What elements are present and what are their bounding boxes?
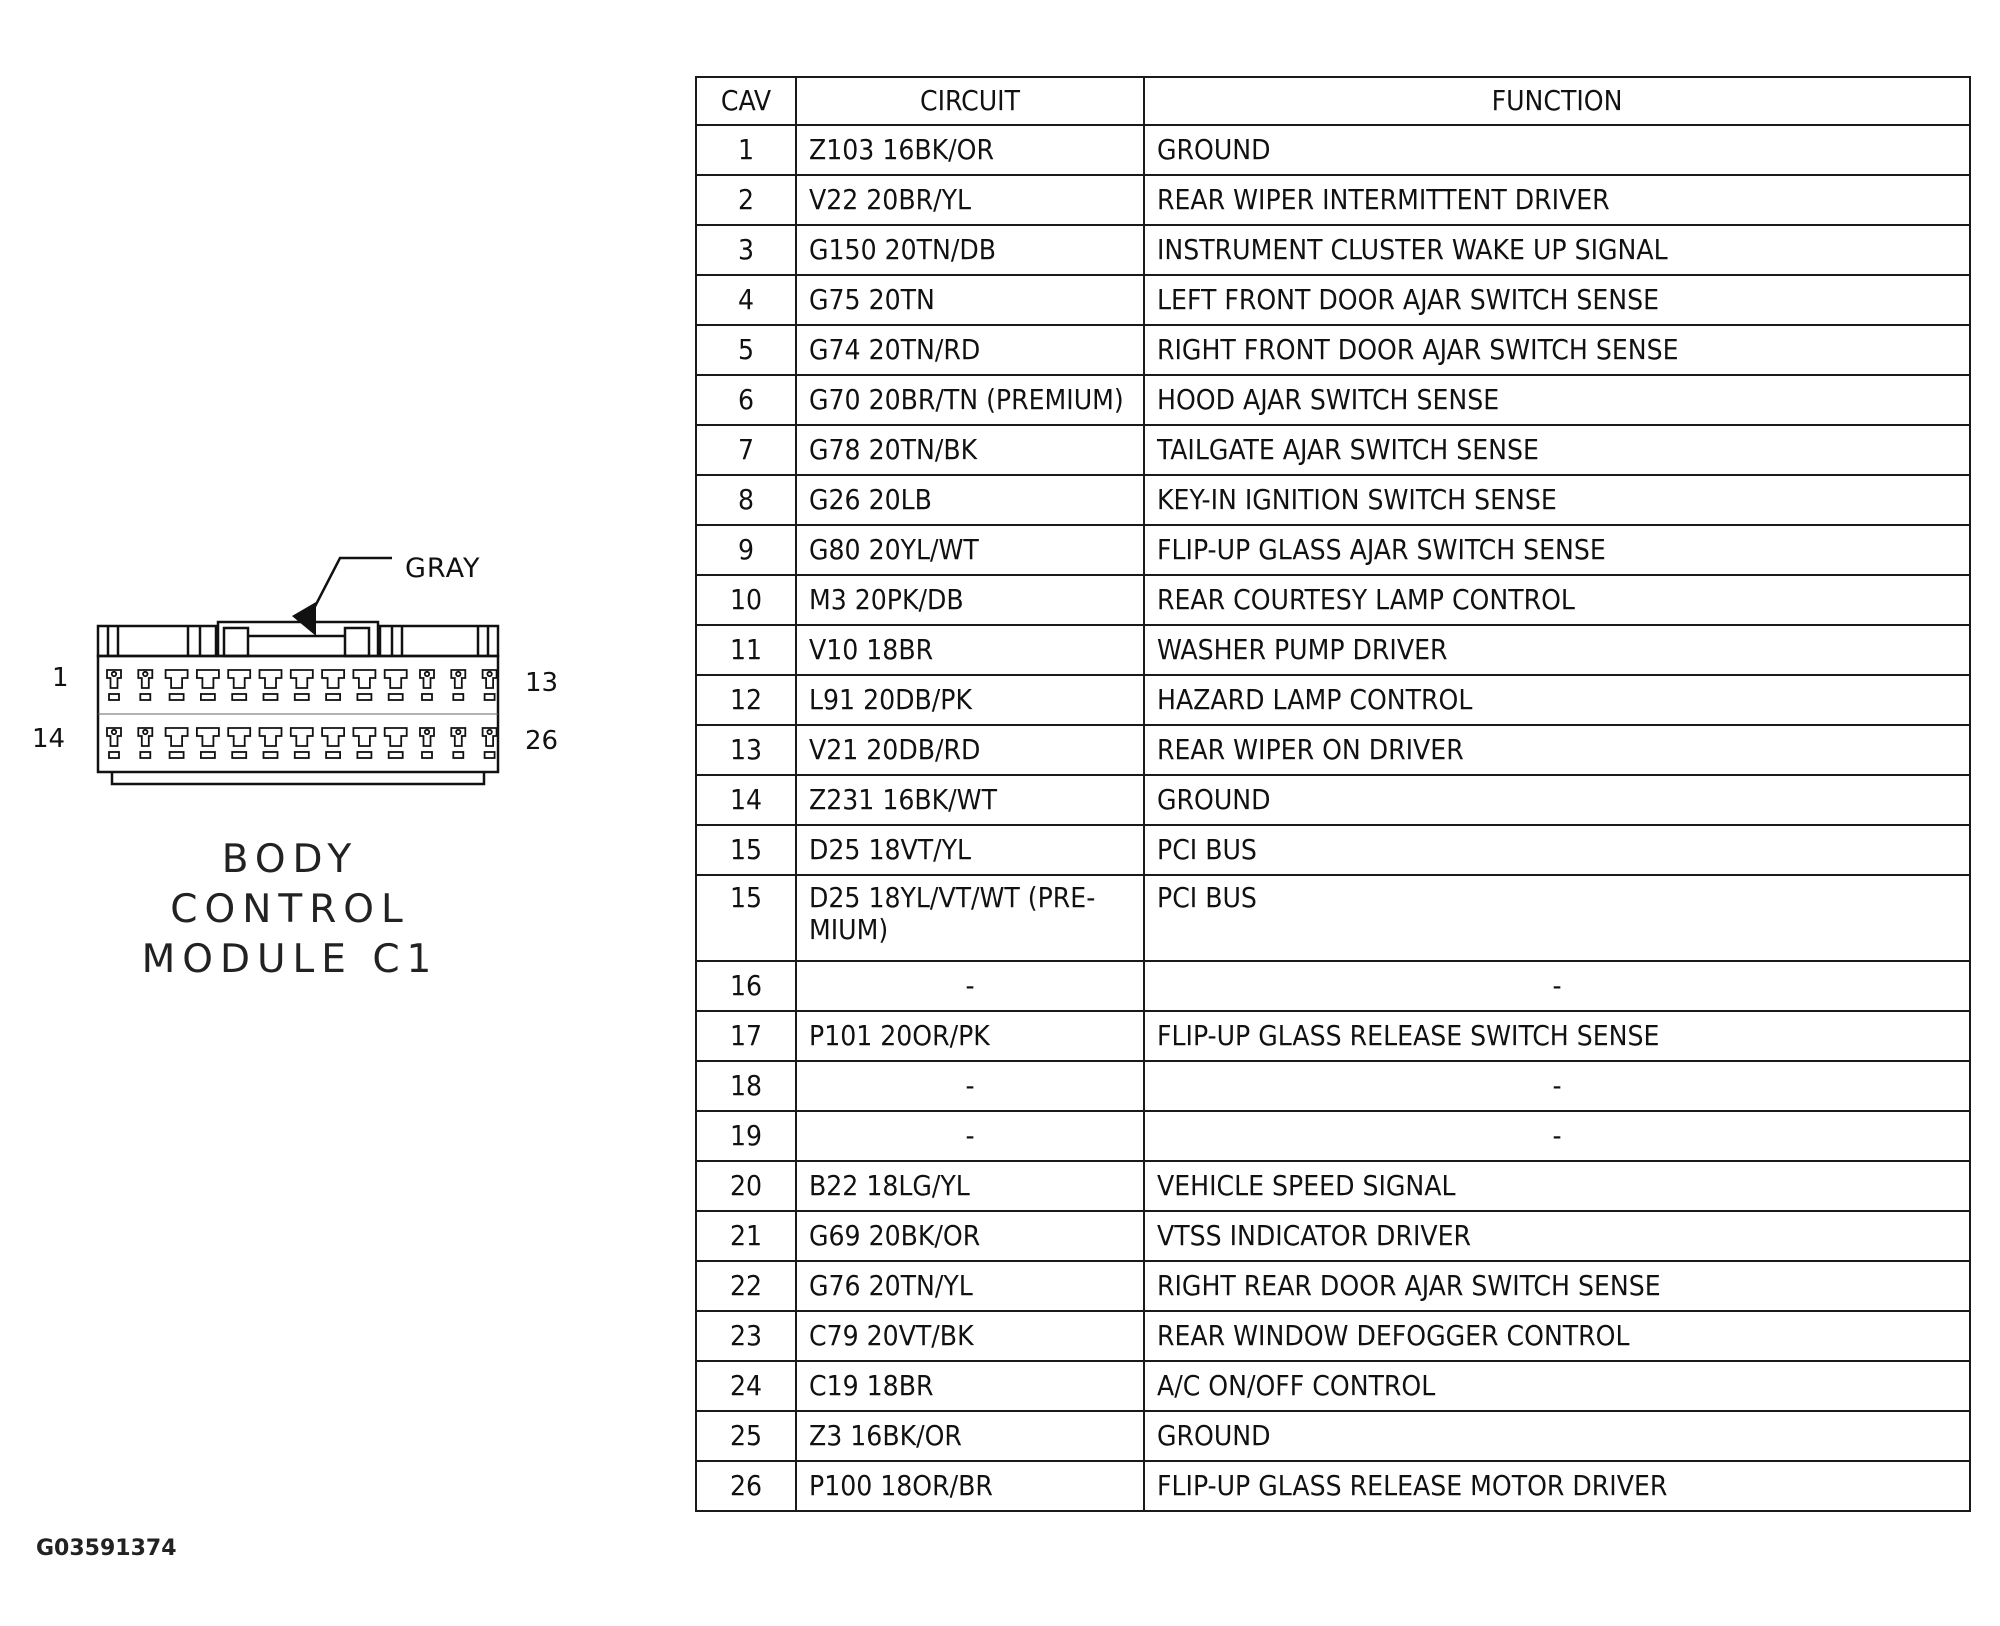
cell-cav: 2 — [696, 175, 796, 225]
pin-cavity — [260, 670, 282, 700]
cell-function: REAR COURTESY LAMP CONTROL — [1144, 575, 1970, 625]
pin-cavity — [385, 728, 407, 758]
pin-cavity — [197, 670, 219, 700]
cell-circuit: G69 20BK/OR — [796, 1211, 1144, 1261]
cell-circuit: P101 20OR/PK — [796, 1011, 1144, 1061]
table-row — [696, 1411, 1970, 1461]
pin-cavity — [228, 670, 250, 700]
cell-function: - — [1144, 1111, 1970, 1161]
cell-cav: 21 — [696, 1211, 796, 1261]
table-row — [696, 325, 1970, 375]
cell-function: - — [1144, 961, 1970, 1011]
cell-function: PCI BUS — [1144, 875, 1970, 961]
cell-circuit: G150 20TN/DB — [796, 225, 1144, 275]
pinout-table-wrapper — [695, 76, 1969, 1512]
pin-cavity — [483, 670, 497, 700]
table-body — [696, 125, 1970, 1511]
pin-cavity — [353, 670, 375, 700]
table-row — [696, 961, 1970, 1011]
cell-cav: 15 — [696, 825, 796, 875]
pin-row-bottom — [107, 728, 497, 758]
cell-cav: 9 — [696, 525, 796, 575]
cell-function: GROUND — [1144, 125, 1970, 175]
pin-cavity — [228, 728, 250, 758]
table-row — [696, 275, 1970, 325]
table-row — [696, 525, 1970, 575]
cell-circuit: P100 18OR/BR — [796, 1461, 1144, 1511]
cell-function: GROUND — [1144, 1411, 1970, 1461]
pin-cavity — [166, 670, 188, 700]
pin-cavity — [420, 728, 434, 758]
cell-function: TAILGATE AJAR SWITCH SENSE — [1144, 425, 1970, 475]
cell-circuit: G80 20YL/WT — [796, 525, 1144, 575]
table-row — [696, 1061, 1970, 1111]
cell-cav: 24 — [696, 1361, 796, 1411]
header-circuit: CIRCUIT — [796, 77, 1144, 125]
pin-cavity — [322, 670, 344, 700]
cell-function: HAZARD LAMP CONTROL — [1144, 675, 1970, 725]
table-row — [696, 375, 1970, 425]
cell-cav: 10 — [696, 575, 796, 625]
cell-function: VTSS INDICATOR DRIVER — [1144, 1211, 1970, 1261]
module-caption-line-2: CONTROL — [170, 887, 410, 932]
cell-cav: 15 — [696, 875, 796, 961]
header-function: FUNCTION — [1144, 77, 1970, 125]
cell-function: PCI BUS — [1144, 825, 1970, 875]
cell-cav: 16 — [696, 961, 796, 1011]
table-row — [696, 425, 1970, 475]
cell-circuit: D25 18YL/VT/WT (PRE- MIUM) — [796, 875, 1144, 961]
cell-cav: 5 — [696, 325, 796, 375]
pin-cavity — [451, 670, 465, 700]
cell-circuit: G75 20TN — [796, 275, 1144, 325]
cell-cav: 23 — [696, 1311, 796, 1361]
pin-cavity — [197, 728, 219, 758]
cell-function: REAR WIPER INTERMITTENT DRIVER — [1144, 175, 1970, 225]
cell-cav: 12 — [696, 675, 796, 725]
table-row — [696, 775, 1970, 825]
cell-circuit: G78 20TN/BK — [796, 425, 1144, 475]
cell-function: KEY-IN IGNITION SWITCH SENSE — [1144, 475, 1970, 525]
cell-function: FLIP-UP GLASS AJAR SWITCH SENSE — [1144, 525, 1970, 575]
pin-cavity — [291, 670, 313, 700]
table-row — [696, 1011, 1970, 1061]
cell-circuit: G76 20TN/YL — [796, 1261, 1144, 1311]
table-row — [696, 225, 1970, 275]
color-leader-line — [308, 558, 392, 620]
pin-cavity — [353, 728, 375, 758]
cell-cav: 22 — [696, 1261, 796, 1311]
cell-circuit: G26 20LB — [796, 475, 1144, 525]
pin-cavity — [166, 728, 188, 758]
cell-cav: 6 — [696, 375, 796, 425]
table-row — [696, 625, 1970, 675]
cell-cav: 4 — [696, 275, 796, 325]
cell-function: RIGHT REAR DOOR AJAR SWITCH SENSE — [1144, 1261, 1970, 1311]
cell-function: LEFT FRONT DOOR AJAR SWITCH SENSE — [1144, 275, 1970, 325]
cell-cav: 7 — [696, 425, 796, 475]
table-row — [696, 1361, 1970, 1411]
connector-diagram — [0, 0, 640, 1100]
table-row — [696, 1311, 1970, 1361]
module-caption — [120, 835, 460, 985]
cell-cav: 25 — [696, 1411, 796, 1461]
cell-circuit: Z103 16BK/OR — [796, 125, 1144, 175]
cell-circuit: D25 18VT/YL — [796, 825, 1144, 875]
cell-function: GROUND — [1144, 775, 1970, 825]
cell-circuit: - — [796, 1061, 1144, 1111]
pin-label-1: 1 — [52, 663, 69, 693]
cell-cav: 17 — [696, 1011, 796, 1061]
pin-label-13: 13 — [525, 668, 559, 698]
cell-function: WASHER PUMP DRIVER — [1144, 625, 1970, 675]
pin-label-26: 26 — [525, 726, 559, 756]
table-row — [696, 1261, 1970, 1311]
cell-cav: 19 — [696, 1111, 796, 1161]
cell-cav: 26 — [696, 1461, 796, 1511]
pin-cavity — [385, 670, 407, 700]
cell-function: VEHICLE SPEED SIGNAL — [1144, 1161, 1970, 1211]
cell-circuit: V22 20BR/YL — [796, 175, 1144, 225]
header-cav: CAV — [696, 77, 796, 125]
table-row — [696, 1461, 1970, 1511]
pin-cavity — [483, 728, 497, 758]
cell-cav: 18 — [696, 1061, 796, 1111]
table-row — [696, 1161, 1970, 1211]
cell-circuit: - — [796, 1111, 1144, 1161]
cell-function: - — [1144, 1061, 1970, 1111]
cell-circuit: G70 20BR/TN (PREMIUM) — [796, 375, 1144, 425]
connector-lug-right — [380, 626, 498, 656]
table-row — [696, 725, 1970, 775]
cell-circuit: Z3 16BK/OR — [796, 1411, 1144, 1461]
cell-cav: 14 — [696, 775, 796, 825]
cell-circuit: V21 20DB/RD — [796, 725, 1144, 775]
pin-cavity — [138, 670, 152, 700]
pin-cavity — [107, 728, 121, 758]
cell-cav: 11 — [696, 625, 796, 675]
cell-function: FLIP-UP GLASS RELEASE SWITCH SENSE — [1144, 1011, 1970, 1061]
cell-function: HOOD AJAR SWITCH SENSE — [1144, 375, 1970, 425]
connector-base — [112, 772, 484, 784]
pin-cavity — [107, 670, 121, 700]
pin-cavity — [451, 728, 465, 758]
module-caption-line-1: BODY — [221, 837, 359, 882]
cell-circuit: V10 18BR — [796, 625, 1144, 675]
cell-cav: 13 — [696, 725, 796, 775]
table-row — [696, 825, 1970, 875]
pinout-table — [695, 76, 1971, 1512]
pin-row-top — [107, 670, 497, 700]
leader-arrowhead — [292, 602, 316, 636]
cell-function: A/C ON/OFF CONTROL — [1144, 1361, 1970, 1411]
module-caption-line-3: MODULE C1 — [141, 937, 439, 982]
cell-cav: 20 — [696, 1161, 796, 1211]
pin-cavity — [260, 728, 282, 758]
cell-circuit: L91 20DB/PK — [796, 675, 1144, 725]
table-row — [696, 675, 1970, 725]
table-row — [696, 1211, 1970, 1261]
pin-cavity — [420, 670, 434, 700]
cell-cav: 3 — [696, 225, 796, 275]
connector-body — [80, 540, 520, 800]
cell-function: REAR WIPER ON DRIVER — [1144, 725, 1970, 775]
table-row — [696, 175, 1970, 225]
cell-circuit: B22 18LG/YL — [796, 1161, 1144, 1211]
cell-circuit: - — [796, 961, 1144, 1011]
cell-cav: 1 — [696, 125, 796, 175]
cell-circuit: M3 20PK/DB — [796, 575, 1144, 625]
cell-circuit: C79 20VT/BK — [796, 1311, 1144, 1361]
cell-cav: 8 — [696, 475, 796, 525]
pin-cavity — [138, 728, 152, 758]
cell-circuit: G74 20TN/RD — [796, 325, 1144, 375]
connector-color-label: GRAY — [405, 553, 481, 584]
cell-circuit: C19 18BR — [796, 1361, 1144, 1411]
table-row — [696, 1111, 1970, 1161]
table-row — [696, 125, 1970, 175]
table-row — [696, 875, 1970, 961]
cell-function: FLIP-UP GLASS RELEASE MOTOR DRIVER — [1144, 1461, 1970, 1511]
table-row — [696, 575, 1970, 625]
cell-function: INSTRUMENT CLUSTER WAKE UP SIGNAL — [1144, 225, 1970, 275]
table-header-row — [696, 77, 1970, 125]
cell-circuit: Z231 16BK/WT — [796, 775, 1144, 825]
pin-label-14: 14 — [32, 724, 66, 754]
pin-cavity — [291, 728, 313, 758]
table-row — [696, 475, 1970, 525]
cell-function: REAR WINDOW DEFOGGER CONTROL — [1144, 1311, 1970, 1361]
connector-lug-left — [98, 626, 216, 656]
cell-function: RIGHT FRONT DOOR AJAR SWITCH SENSE — [1144, 325, 1970, 375]
figure-id: G03591374 — [36, 1536, 177, 1561]
pin-cavity — [322, 728, 344, 758]
